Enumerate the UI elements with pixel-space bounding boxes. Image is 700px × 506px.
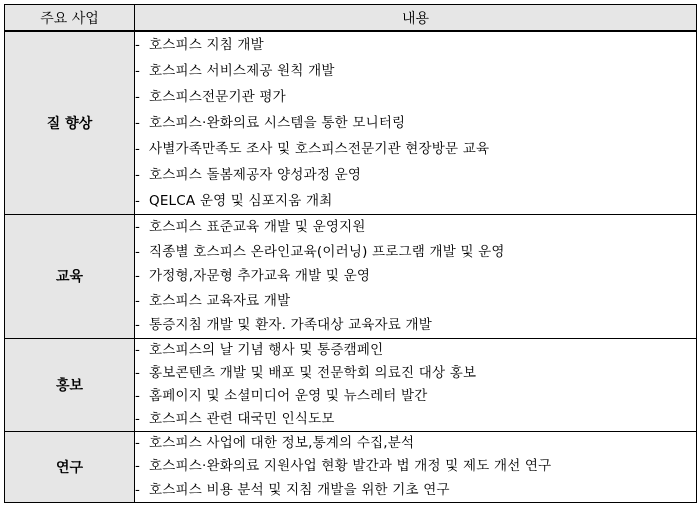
category-cell: 교육 [5, 215, 135, 339]
items-cell [135, 215, 697, 339]
list-item: - 호스피스 관련 대국민 인식도모 [135, 410, 335, 427]
list-item: - 호스피스 사업에 대한 정보,통계의 수집,분석 [135, 434, 415, 451]
list-item: - 호스피스 서비스제공 원칙 개발 [135, 63, 335, 79]
items-cell [135, 31, 697, 215]
list-item: - 호스피스의 날 기념 행사 및 통증캠페인 [135, 341, 384, 358]
list-item: - 호스피스 표준교육 개발 및 운영지원 [135, 219, 366, 235]
list-item: - 직종별 호스피스 온라인교육(이러닝) 프로그램 개발 및 운영 [135, 243, 505, 260]
header-category: 주요 사업 [5, 5, 135, 32]
list-item: - 호스피스 지침 개발 [135, 37, 264, 53]
table-row [5, 338, 697, 431]
list-item: - 홍보콘텐츠 개발 및 배포 및 전문학회 의료진 대상 홍보 [135, 364, 477, 381]
list-item: - 가정형,자문형 추가교육 개발 및 운영 [135, 268, 371, 285]
table-row [5, 31, 697, 215]
list-item: - 통증지침 개발 및 환자. 가족대상 교육자료 개발 [135, 317, 433, 334]
header-content: 내용 [135, 5, 697, 32]
list-item: - 사별가족만족도 조사 및 호스피스전문기관 현장방문 교육 [135, 141, 490, 157]
list-item: - 호스피스 비용 분석 및 지침 개발을 위한 기초 연구 [135, 481, 450, 498]
category-cell: 질 향상 [5, 31, 135, 215]
list-item: - 홈페이지 및 소셜미디어 운영 및 뉴스레터 발간 [135, 387, 428, 404]
items-cell [135, 338, 697, 431]
list-item: - 호스피스 돌봄제공자 양성과정 운영 [135, 167, 362, 183]
list-item: - 호스피스·완화의료 시스템을 통한 모니터링 [135, 115, 406, 131]
category-cell: 연구 [5, 431, 135, 502]
category-cell: 홍보 [5, 338, 135, 431]
list-item: - 호스피스전문기관 평가 [135, 89, 286, 105]
list-item: - QELCA 운영 및 심포지움 개최 [135, 193, 333, 209]
header-row [5, 5, 697, 32]
list-item: - 호스피스 교육자료 개발 [135, 292, 291, 309]
table-row [5, 215, 697, 339]
business-table [4, 4, 697, 503]
items-cell [135, 431, 697, 502]
list-item: - 호스피스·완화의료 지원사업 현황 발간과 법 개정 및 제도 개선 연구 [135, 458, 552, 475]
table-row [5, 431, 697, 502]
